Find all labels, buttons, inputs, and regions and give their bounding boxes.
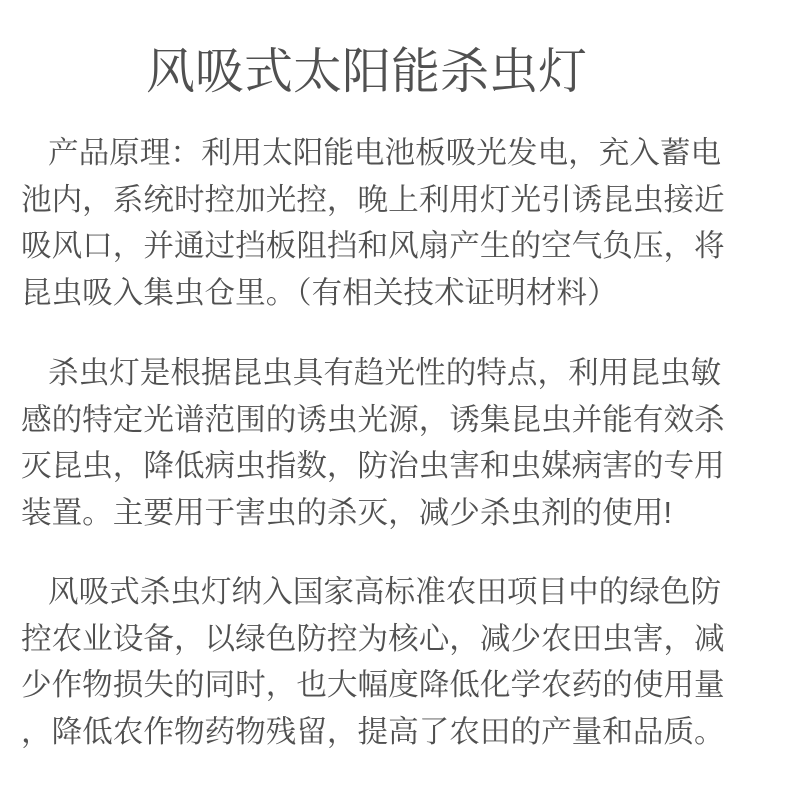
- text-line: 昆虫吸入集虫仓里。（有相关技术证明材料）: [21, 276, 618, 311]
- text-line: 杀虫灯是根据昆虫具有趋光性的特点，利用昆虫敏: [48, 356, 722, 390]
- text-line: 产品原理：利用太阳能电池板吸光发电，充入蓄电: [48, 136, 722, 170]
- text-line: 池内，系统时控加光控，晚上利用灯光引诱昆虫接近: [21, 182, 725, 217]
- text-line: 风吸式杀虫灯纳入国家高标准农田项目中的绿色防: [48, 575, 722, 609]
- text-line: 少作物损失的同时，也大幅度降低化学农药的使用量: [21, 668, 725, 703]
- text-line: 装置。主要用于害虫的杀灭，减少杀虫剂的使用!: [21, 496, 672, 531]
- text-line: 控农业设备，以绿色防控为核心，减少农田虫害，减: [21, 621, 725, 656]
- paragraph-green-control: [21, 569, 725, 756]
- text-line: 灭昆虫，降低病虫指数，防治虫害和虫媒病害的专用: [21, 449, 725, 484]
- text-line: ，降低农作物药物残留，提高了农田的产量和品质。: [21, 715, 725, 750]
- paragraph-lamp-description: [21, 350, 725, 537]
- paragraph-product-principle: [21, 130, 725, 317]
- page-title: 风吸式太阳能杀虫灯: [146, 45, 588, 99]
- text-line: 感的特定光谱范围的诱虫光源，诱集昆虫并能有效杀: [21, 402, 725, 437]
- text-line: 吸风口，并通过挡板阻挡和风扇产生的空气负压，将: [21, 229, 725, 264]
